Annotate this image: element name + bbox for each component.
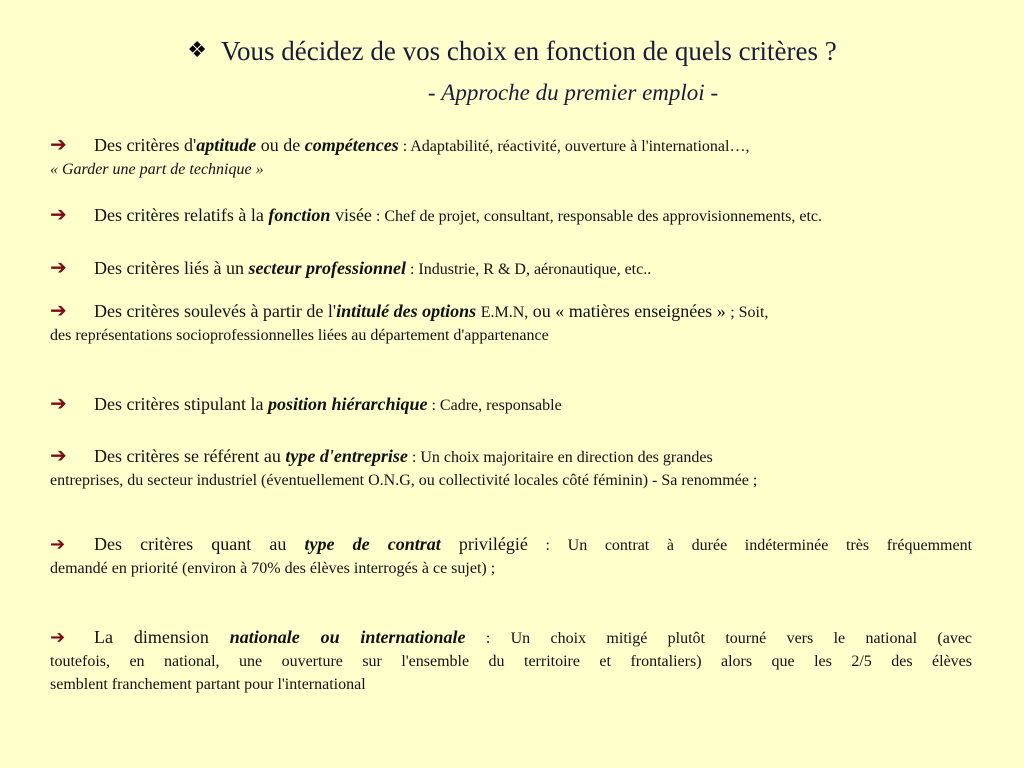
item-lead: Des critères d' (94, 135, 197, 155)
item-lead: Des critères soulevés à partir de l' (94, 301, 337, 321)
slide-title (0, 36, 1024, 67)
item-line-2: entreprises, du secteur industriel (éventuellement O.N.G, ou collectivité locales côté féminin) - Sa renommée ; (50, 472, 758, 489)
item-keyword-2: compétences (304, 135, 399, 155)
item-lead: Des critères quant au (94, 534, 305, 554)
item-keyword: position hiérarchique (267, 394, 428, 414)
subtitle-dash-left: - (427, 80, 436, 105)
arrow-right-icon: ➔ (50, 443, 67, 467)
item-line-2: toutefois, en national, une ouverture sur l'ensemble du territoire et frontaliers) alors que les 2/5 des élèves (50, 653, 972, 670)
item-lead: Des critères relatifs à la (94, 205, 269, 225)
item-detail: : Adaptabilité, réactivité, ouverture à l'international…, (398, 138, 750, 155)
item-lead: Des critères liés à un (94, 258, 249, 278)
item-lead: Des critères stipulant la (94, 394, 268, 414)
subtitle-dash-right: - (710, 80, 719, 105)
diamond-bullet-icon: ❖ (187, 37, 207, 62)
criteria-item-position (50, 392, 972, 417)
arrow-right-icon: ➔ (50, 391, 67, 415)
item-line-3: semblent franchement partant pour l'international (50, 676, 366, 693)
slide-subtitle (0, 80, 1024, 106)
item-detail: : Un contrat à durée indéterminée très fréquemment (527, 537, 973, 554)
item-detail: : Cadre, responsable (427, 397, 562, 414)
arrow-right-icon: ➔ (50, 627, 66, 648)
item-lead: Des critères se référent au (94, 446, 286, 466)
item-keyword: fonction (268, 205, 331, 225)
item-keyword: type de contrat (304, 534, 441, 554)
item-mid: visée (330, 205, 372, 225)
item-keyword: aptitude (196, 135, 257, 155)
item-keyword: secteur professionnel (248, 258, 406, 278)
item-detail: : Un choix mitigé plutôt tourné vers le national (avec (465, 630, 973, 647)
arrow-right-icon: ➔ (50, 202, 67, 226)
criteria-item-dimension (50, 626, 972, 696)
arrow-right-icon: ➔ (50, 298, 67, 322)
item-keyword: intitulé des options (336, 301, 477, 321)
item-line-2: « Garder une part de technique » (50, 161, 264, 178)
item-detail: : Chef de projet, consultant, responsable des approvisionnements, etc. (371, 208, 823, 225)
arrow-right-icon: ➔ (50, 255, 67, 279)
item-mid: ou de (256, 135, 305, 155)
criteria-item-secteur (50, 256, 972, 281)
subtitle-text: Approche du premier emploi (441, 80, 705, 105)
item-detail: ; Soit, (730, 304, 769, 321)
item-small: E.M.N, (480, 304, 529, 321)
item-mid: privilégié (440, 534, 528, 554)
title-text: Vous décidez de vos choix en fonction de quels critères ? (220, 36, 837, 66)
criteria-item-fonction (50, 203, 972, 228)
item-detail: : Industrie, R & D, aéronautique, etc.. (405, 261, 652, 278)
item-mid-2: ou « matières enseignées » (528, 301, 731, 321)
criteria-item-entreprise (50, 444, 972, 492)
item-line-2: des représentations socioprofessionnelles liées au département d'appartenance (50, 327, 549, 344)
arrow-right-icon: ➔ (50, 534, 66, 555)
criteria-item-options (50, 299, 972, 347)
item-keyword: type d'entreprise (285, 446, 408, 466)
criteria-item-contrat (50, 533, 972, 580)
criteria-item-aptitude (50, 133, 972, 181)
item-keyword: nationale ou internationale (229, 627, 466, 647)
arrow-right-icon: ➔ (50, 132, 67, 156)
item-lead: La dimension (94, 627, 230, 647)
item-line-2: demandé en priorité (environ à 70% des élèves interrogés à ce sujet) ; (50, 560, 496, 577)
item-detail: : Un choix majoritaire en direction des grandes (407, 449, 713, 466)
